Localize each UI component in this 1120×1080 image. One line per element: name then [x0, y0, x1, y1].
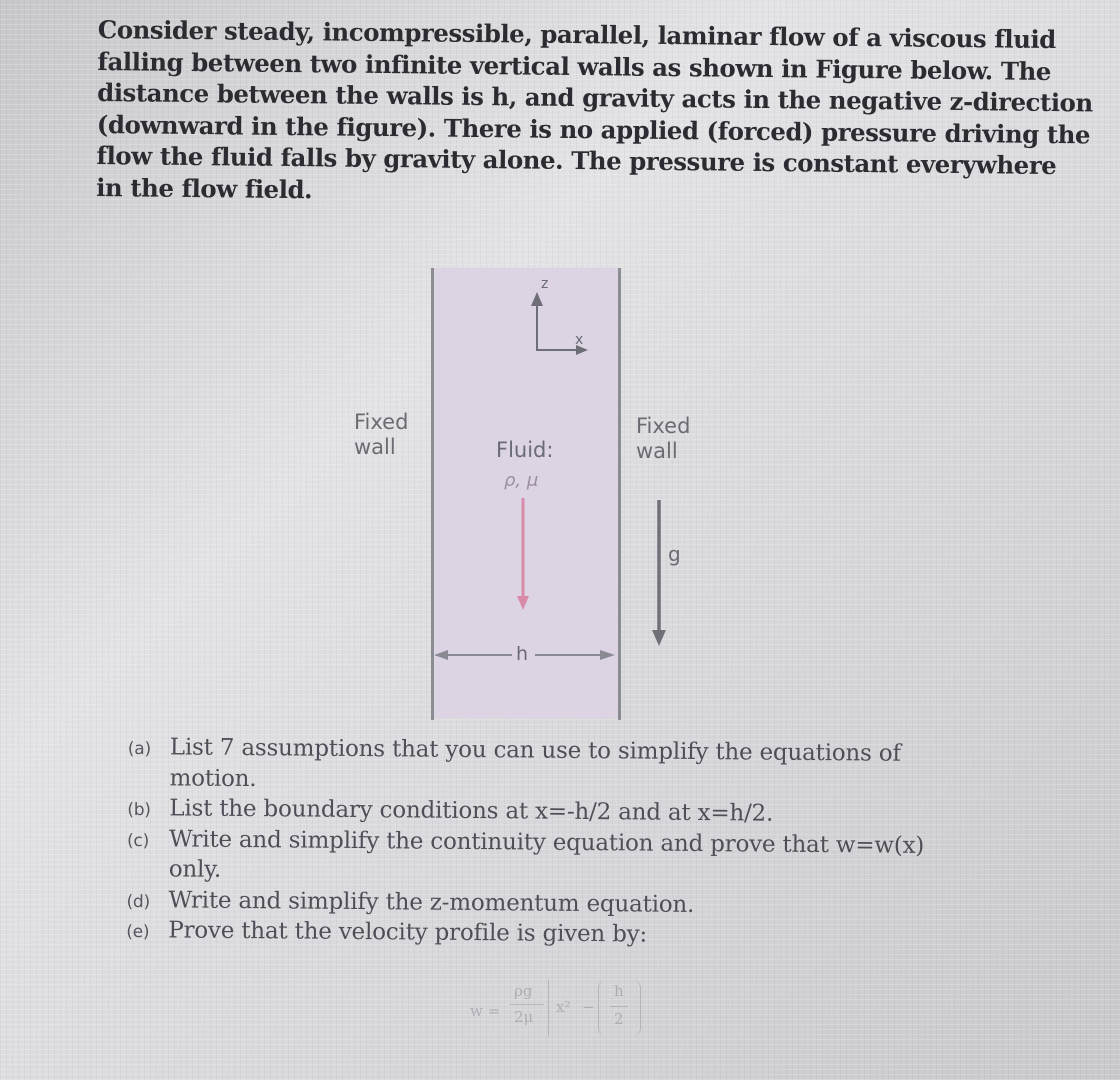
formula-lhs: w = — [470, 1002, 501, 1020]
h-label: h — [516, 643, 529, 665]
formula-h: h — [614, 982, 624, 1000]
question-e — [126, 915, 956, 953]
velocity-profile-formula — [470, 976, 670, 1046]
formula-fraction-bar — [510, 1004, 544, 1005]
question-marker: (d) — [126, 891, 151, 912]
z-axis-label: z — [541, 276, 549, 292]
problem-line: flow the fluid falls by gravity alone. The pressure is constant everywhere — [96, 140, 1057, 181]
formula-two: 2 — [614, 1010, 624, 1028]
question-marker: (e) — [126, 921, 150, 943]
formula-x-term: x² — [556, 998, 571, 1016]
question-text: List the boundary conditions at x=-h/2 and at x=h/2. — [169, 795, 774, 827]
fluid-properties: ρ, μ — [504, 470, 539, 491]
gravity-arrowhead — [652, 630, 666, 646]
formula-minus: − — [582, 998, 595, 1016]
problem-statement — [96, 14, 1093, 212]
formula-bracket-left — [548, 980, 553, 1036]
question-text: Write and simplify the continuity equation and prove that w=w(x) — [168, 825, 925, 859]
formula-numerator: ρg — [514, 982, 533, 1000]
formula-paren-right — [632, 980, 641, 1036]
question-text: Prove that the velocity profile is given by: — [168, 917, 648, 948]
question-text: List 7 assumptions that you can use to simplify the equations of — [169, 734, 901, 767]
question-marker: (b) — [127, 799, 151, 821]
question-marker: (c) — [126, 830, 150, 851]
question-a — [127, 732, 958, 800]
problem-line: (downward in the figure). There is no applied (forced) pressure driving the — [96, 109, 1091, 149]
z-axis-arrowhead — [531, 292, 543, 306]
left-wall-label: Fixed wall — [354, 410, 409, 459]
velocity-arrowhead — [517, 596, 529, 610]
formula-inner-bar — [610, 1006, 628, 1007]
channel-figure — [330, 262, 730, 722]
h-arrowhead-left — [434, 650, 448, 660]
h-arrowhead-right — [600, 650, 615, 660]
problem-line: falling between two infinite vertical walls as shown in Figure below. The — [97, 46, 1052, 86]
question-text-cont: only. — [168, 856, 222, 883]
problem-line: distance between the walls is h, and gravity acts in the negative z-direction — [97, 77, 1093, 118]
gravity-label: g — [668, 542, 681, 566]
problem-line: in the flow field. — [96, 172, 313, 204]
formula-paren-left — [598, 980, 607, 1036]
question-c — [127, 823, 958, 891]
formula-denominator: 2μ — [514, 1008, 534, 1026]
problem-line: Consider steady, incompressible, parallel, laminar flow of a viscous fluid — [97, 14, 1057, 55]
question-text: Write and simplify the z-momentum equation. — [168, 886, 695, 918]
question-marker: (a) — [127, 738, 152, 760]
question-text-cont: motion. — [169, 764, 257, 792]
question-list — [126, 732, 958, 953]
right-wall-label: Fixed wall — [636, 414, 691, 463]
fluid-label: Fluid: — [496, 438, 554, 462]
x-axis-label: x — [575, 332, 584, 348]
